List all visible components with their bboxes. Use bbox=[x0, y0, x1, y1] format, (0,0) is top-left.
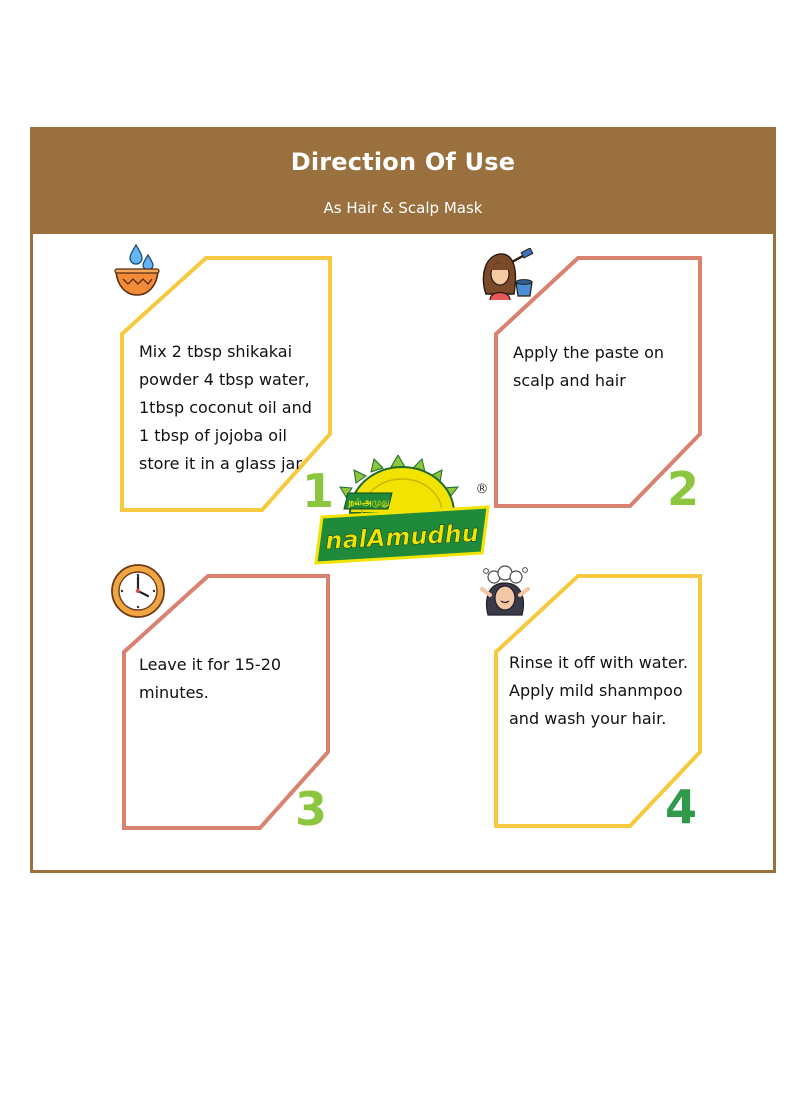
header-banner bbox=[33, 130, 773, 234]
step-number-4: 4 bbox=[665, 780, 698, 834]
registered-mark: ® bbox=[475, 482, 489, 497]
brand-name: nalAmudhu bbox=[324, 519, 480, 555]
water-bowl-icon bbox=[112, 243, 162, 301]
page-title: Direction Of Use bbox=[290, 148, 516, 176]
step-text-1: Mix 2 tbsp shikakai powder 4 tbsp water, 1tbsp coconut oil and 1 tbsp of jojoba oil store it in a glass jar bbox=[139, 342, 312, 473]
clock-icon bbox=[110, 563, 166, 619]
hair-dye-brush-icon bbox=[478, 248, 536, 302]
step-text-2: Apply the paste on scalp and hair bbox=[513, 343, 665, 390]
step-text-4: Rinse it off with water. Apply mild shanmpoo and wash your hair. bbox=[509, 653, 688, 728]
step-number-2: 2 bbox=[667, 462, 700, 516]
brand-logo bbox=[312, 455, 498, 570]
step-number-3: 3 bbox=[295, 782, 328, 836]
page-subtitle: As Hair & Scalp Mask bbox=[323, 199, 483, 217]
step-number-1: 1 bbox=[302, 464, 335, 518]
step-text-3: Leave it for 15-20 minutes. bbox=[139, 655, 282, 702]
brand-tamil-name: நல்அமுது bbox=[348, 498, 390, 508]
hair-wash-icon bbox=[478, 565, 534, 619]
